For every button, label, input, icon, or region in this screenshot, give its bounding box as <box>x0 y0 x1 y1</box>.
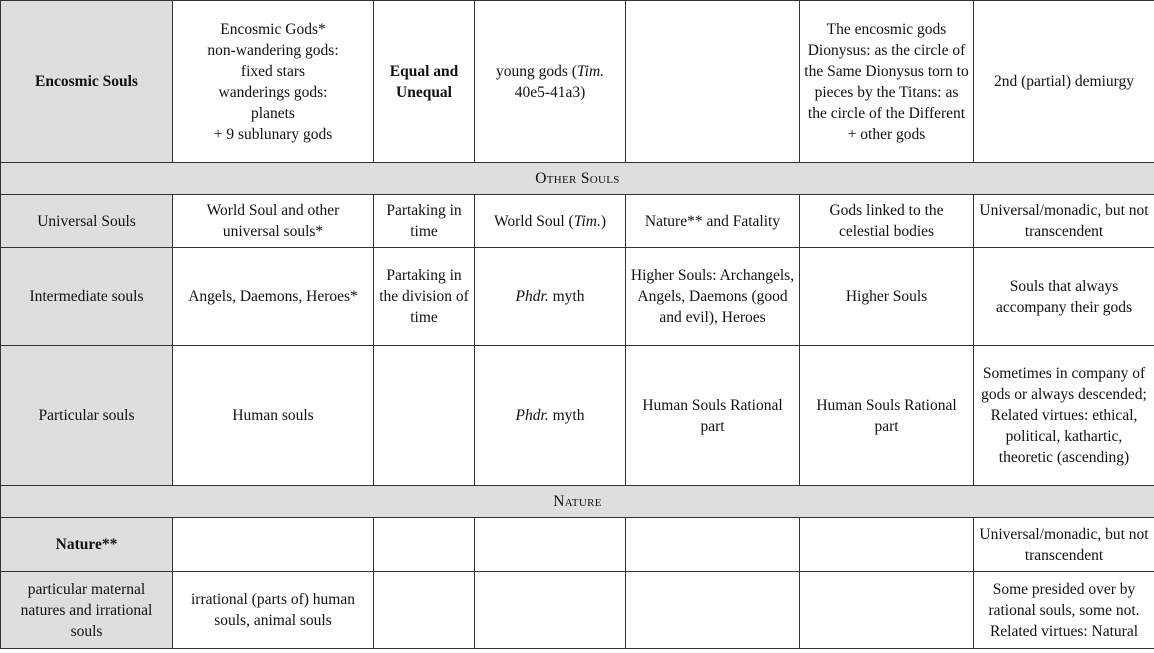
young-gods-ref-text: 40e5-41a3) <box>514 83 586 101</box>
section-row-other-souls <box>1 163 1154 195</box>
equal-unequal-cell: Equal and Unequal <box>374 1 475 163</box>
related-virtues-cell: Sometimes in company of gods or always descended; Related virtues: ethical, political, kathartic, theoretic (ascending) <box>974 346 1154 486</box>
row-header-universal-souls: Universal Souls <box>1 195 173 248</box>
table-row-maternal-natures <box>1 572 1154 649</box>
partaking-time-cell: Partaking in time <box>374 195 475 248</box>
planets-text: planets <box>251 104 295 122</box>
celestial-gods-cell: Gods linked to the celestial bodies <box>800 195 974 248</box>
encosmic-gods-title: The encosmic gods <box>826 20 947 38</box>
human-rational-cell-2: Human Souls Rational part <box>800 346 974 486</box>
phaedrus-myth-cell <box>475 346 626 486</box>
phaedrus-myth-cell <box>475 248 626 346</box>
particular-empty-cell <box>374 346 475 486</box>
encosmic-gods-dionysus-cell <box>800 1 974 163</box>
timaeus-ref: Tim. <box>573 212 601 230</box>
young-gods-cell <box>475 1 626 163</box>
myth-text: myth <box>548 288 585 305</box>
world-soul-ref-close: ) <box>600 212 606 230</box>
demiurgy-cell: 2nd (partial) demiurgy <box>974 1 1154 163</box>
row-header-encosmic-souls: Encosmic Souls <box>1 1 173 163</box>
timaeus-ref: Tim. <box>576 62 605 80</box>
nature-empty-cell-2 <box>374 518 475 572</box>
phaedrus-ref: Phdr. <box>515 407 549 424</box>
accompany-gods-cell: Souls that always accompany their gods <box>974 248 1154 346</box>
row-header-maternal-natures: particular maternal natures and irrational souls <box>1 572 173 649</box>
universal-monadic-cell: Universal/monadic, but not transcendent <box>974 195 1154 248</box>
higher-souls-cell: Higher Souls <box>800 248 974 346</box>
table-row-nature <box>1 518 1154 572</box>
nature-empty-cell-1 <box>173 518 374 572</box>
row-header-intermediate-souls: Intermediate souls <box>1 248 173 346</box>
maternal-empty-cell-1 <box>374 572 475 649</box>
human-souls-cell: Human souls <box>173 346 374 486</box>
human-rational-cell: Human Souls Rational part <box>626 346 800 486</box>
higher-souls-list-cell: Higher Souls: Archangels, Angels, Daemons (good and evil), Heroes <box>626 248 800 346</box>
encosmic-gods-cell <box>173 1 374 163</box>
maternal-empty-cell-2 <box>475 572 626 649</box>
table-row-encosmic-souls <box>1 1 1154 163</box>
fixed-stars-text: fixed stars <box>240 62 306 80</box>
maternal-empty-cell-3 <box>626 572 800 649</box>
row-header-nature: Nature** <box>1 518 173 572</box>
table-row-universal-souls <box>1 195 1154 248</box>
world-soul-ref-cell <box>475 195 626 248</box>
section-row-nature <box>1 486 1154 518</box>
section-title-nature: Nature <box>1 486 1154 518</box>
nature-fatality-cell: Nature** and Fatality <box>626 195 800 248</box>
nature-empty-cell-3 <box>475 518 626 572</box>
nature-empty-cell-4 <box>626 518 800 572</box>
table-row-intermediate-souls <box>1 248 1154 346</box>
row-header-particular-souls: Particular souls <box>1 346 173 486</box>
wandering-gods-label: wanderings gods: <box>218 83 328 101</box>
natural-virtues-cell: Some presided over by rational souls, some not. Related virtues: Natural <box>974 572 1154 649</box>
dionysus-text: Dionysus: as the circle of the Same Dionysus torn to pieces by the Titans: as the circle of the Different + other gods <box>804 41 969 143</box>
encosmic-empty-cell <box>626 1 800 163</box>
non-wandering-gods-label: non-wandering gods: <box>207 41 339 59</box>
irrational-souls-cell: irrational (parts of) human souls, animal souls <box>173 572 374 649</box>
angels-daemons-heroes-cell: Angels, Daemons, Heroes* <box>173 248 374 346</box>
sublunary-gods-text: + 9 sublunary gods <box>213 125 333 143</box>
world-soul-cell: World Soul and other universal souls* <box>173 195 374 248</box>
world-soul-ref-text: World Soul ( <box>493 212 574 230</box>
myth-text: myth <box>548 407 585 424</box>
table-row-particular-souls <box>1 346 1154 486</box>
division-of-time-cell: Partaking in the division of time <box>374 248 475 346</box>
maternal-empty-cell-4 <box>800 572 974 649</box>
nature-universal-monadic-cell: Universal/monadic, but not transcendent <box>974 518 1154 572</box>
nature-empty-cell-5 <box>800 518 974 572</box>
section-title-other-souls: Other Souls <box>1 163 1154 195</box>
phaedrus-ref: Phdr. <box>515 288 549 305</box>
encosmic-gods-heading: Encosmic Gods* <box>220 20 326 38</box>
young-gods-text: young gods ( <box>495 62 577 80</box>
